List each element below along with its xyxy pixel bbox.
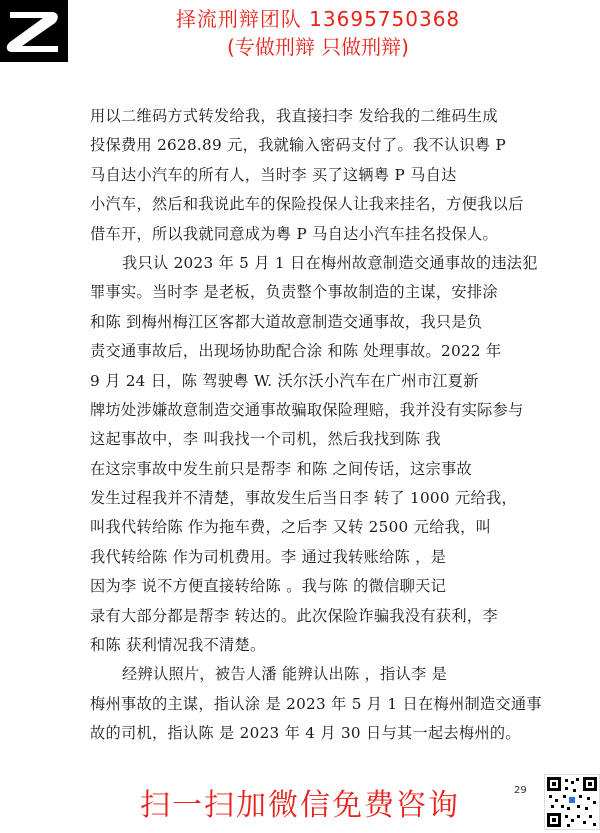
text-line: 梅州事故的主谋，指认涂 是 2023 年 5 月 1 日在梅州制造交通事 — [90, 694, 542, 713]
text-line: 9 月 24 日，陈 驾驶粤 W. 沃尔沃小汽车在广州市江夏新 — [90, 371, 479, 390]
text-line: 发生过程我并不清楚，事故发生后当日李 转了 1000 元给我， — [90, 489, 517, 508]
text-line: 经辨认照片，被告人潘 能辨认出陈 ，指认李 是 — [122, 665, 448, 684]
text-line: 投保费用 2628.89 元，我就输入密码支付了。我不认识粤 P — [90, 136, 507, 155]
logo — [0, 0, 68, 62]
text-line: 叫我代转给陈 作为拖车费，之后李 又转 2500 元给我，叫 — [90, 518, 492, 537]
text-line: 马自达小汽车的所有人，当时李 买了这辆粤 P 马自达 — [90, 165, 457, 184]
banner-subtitle: (专做刑辩 只做刑辩) — [227, 35, 409, 59]
text-line: 责交通事故后，出现场协助配合涂 和陈 处理事故。2022 年 — [90, 342, 502, 361]
footer-call-to-action: 扫一扫加微信免费咨询 — [140, 788, 460, 823]
text-line: 故的司机，指认陈 是 2023 年 4 月 30 日与其一起去梅州的。 — [90, 724, 521, 743]
text-line: 牌坊处涉嫌故意制造交通事故骗取保险理赔，我并没有实际参与 — [90, 400, 524, 419]
header-banner — [98, 6, 538, 60]
text-line: 在这宗事故中发生前只是帮李 和陈 之间传话，这宗事故 — [90, 459, 472, 478]
page-number: 29 — [514, 785, 527, 796]
text-line: 我只认 2023 年 5 月 1 日在梅州故意制造交通事故的违法犯 — [122, 253, 538, 272]
banner-title: 择流刑辩团队 13695750368 — [175, 7, 461, 31]
text-line: 录有大部分都是帮李 转达的。此次保险诈骗我没有获利，李 — [90, 606, 498, 625]
text-line: 这起事故中，李 叫我找一个司机，然后我找到陈 我 — [90, 430, 441, 449]
text-line: 和陈 到梅州梅江区客都大道故意制造交通事故，我只是负 — [90, 312, 483, 331]
text-line: 因为李 说不方便直接转给陈 。我与陈 的微信聊天记 — [90, 577, 447, 596]
text-line: 小汽车，然后和我说此车的保险投保人让我来挂名，方便我以后 — [90, 195, 524, 214]
qr-code-icon — [545, 775, 599, 829]
text-line: 和陈 获利情况我不清楚。 — [90, 636, 266, 655]
text-line: 我代转给陈 作为司机费用。李 通过我转账给陈 ，是 — [90, 547, 447, 566]
text-line: 罪事实。当时李 是老板，负责整个事故制造的主谋，安排涂 — [90, 283, 498, 302]
logo-z-icon — [0, 0, 68, 62]
document-body — [90, 102, 542, 749]
text-line: 借车开，所以我就同意成为粤 P 马自达小汽车挂名投保人。 — [90, 224, 498, 243]
qr-code[interactable] — [544, 774, 600, 830]
text-line: 用以二维码方式转发给我，我直接扫李 发给我的二维码生成 — [90, 107, 498, 125]
